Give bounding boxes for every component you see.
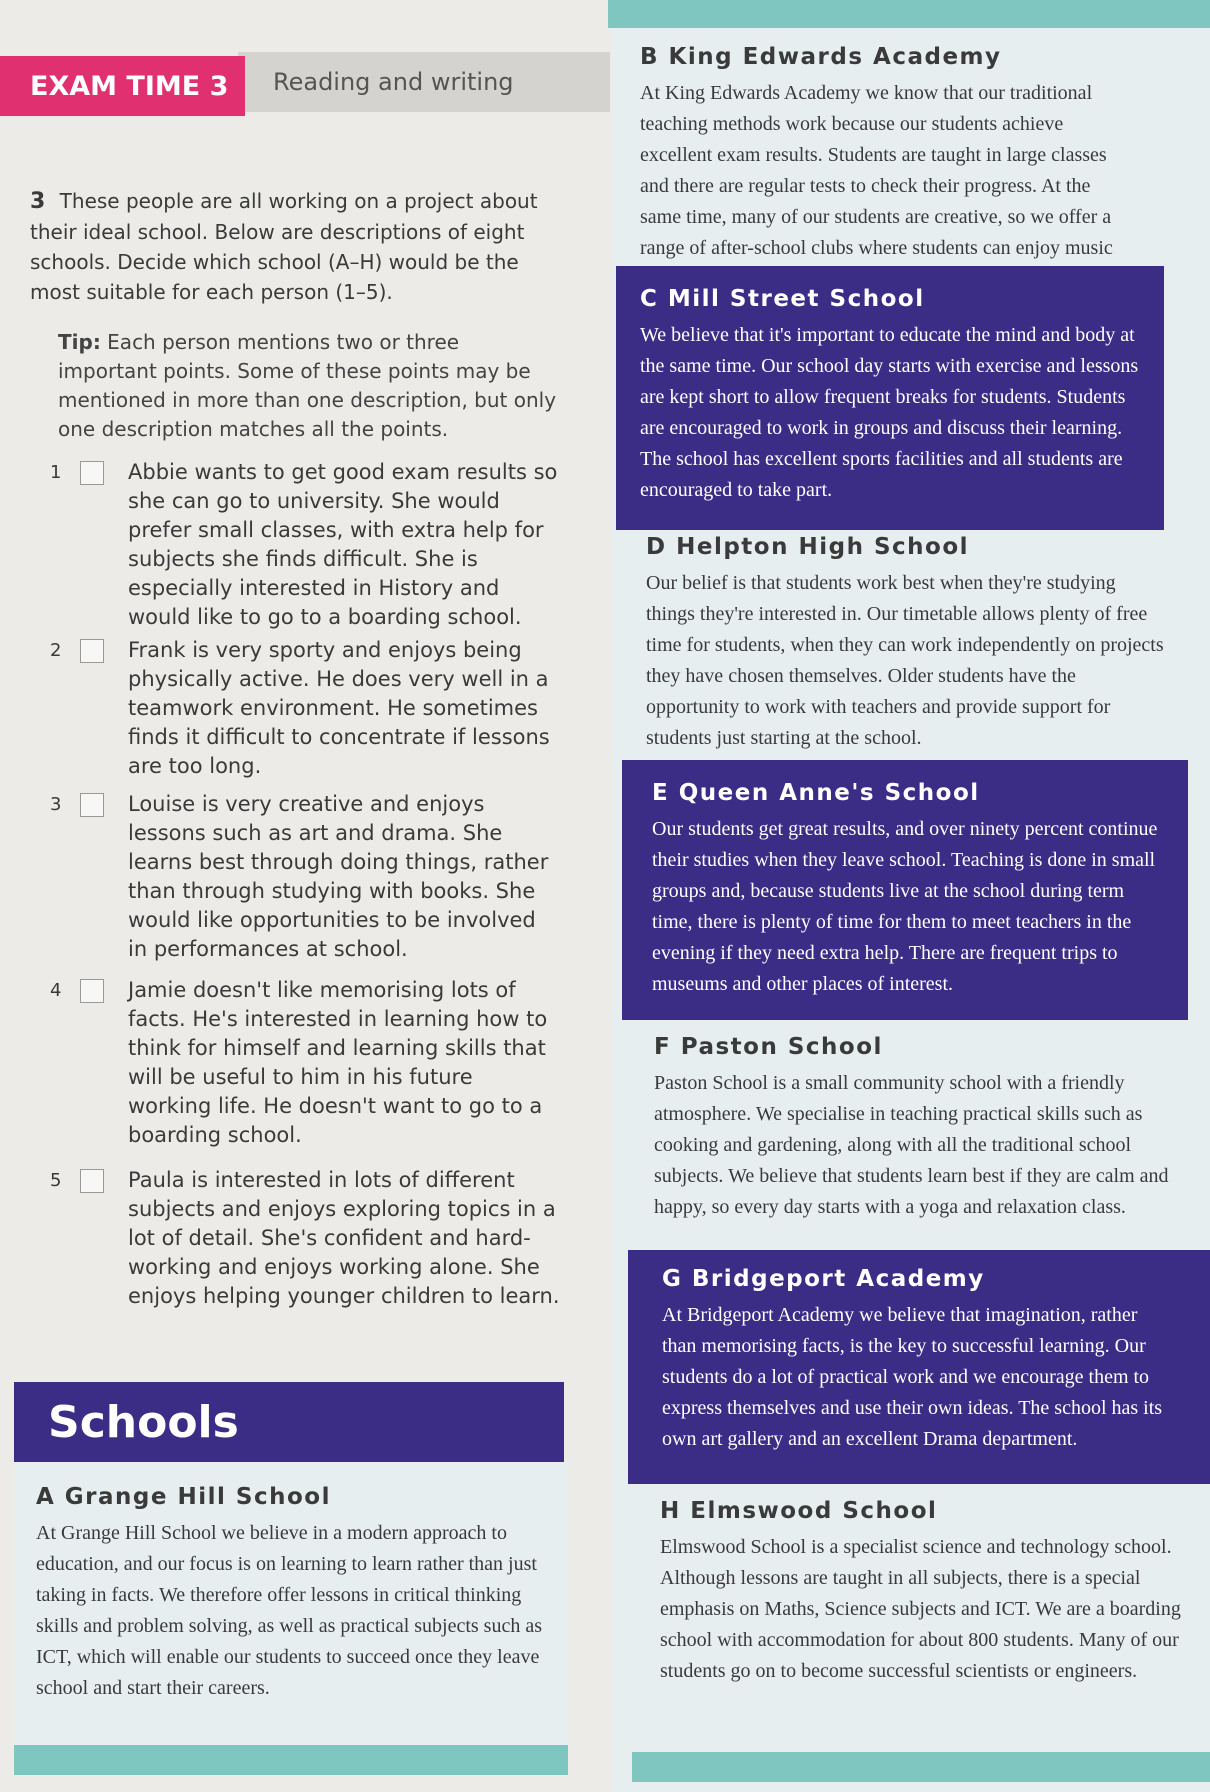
school-card-f [654,1034,1184,1223]
school-description: At King Edwards Academy we know that our traditional teaching methods work because our students achieve excellent exam results. Students are taught in large classes and there are regular tests to check their progress. At the same time, many of our students are creative, so we offer a range of after-school clubs where students can enjoy music [640,82,1113,259]
question-text: Paula is interested in lots of different subjects and enjoys exploring topics in a lot of detail. She's confident and hard-working and enjoys working alone. She enjoys helping younger children to learn. [128,1168,560,1308]
section-label [238,52,610,112]
school-title: G Bridgeport Academy [662,1266,985,1292]
question-number: 4 [50,980,62,1001]
tip [58,328,558,444]
task-number: 3 [30,189,46,214]
bottom-teal-bar-left [14,1745,568,1775]
school-description: Our students get great results, and over ninety percent continue their studies when they leave school. Teaching is done in small groups and, because students live at the school during term time, there is plenty of time for them to meet teachers in the evening if they need extra help. There are frequent trips to museums and other places of interest. [652,818,1158,995]
answer-box[interactable] [80,461,104,485]
tip-text: Each person mentions two or three important points. Some of these points may be mentioned in more than one description, but only one description matches all the points. [58,330,557,441]
question-5 [50,1166,560,1311]
school-description: Our belief is that students work best when they're studying things they're interested in. Our timetable allows plenty of free time for students, when they can work independently on projects they have chosen themselves. Older students have the opportunity to work with teachers and provide support for students just starting at the school. [646,572,1164,749]
question-text: Jamie doesn't like memorising lots of facts. He's interested in learning how to think for himself and learning skills that will be useful to him in his future working life. He doesn't want to go to a boarding school. [128,978,548,1147]
question-number: 5 [50,1170,62,1191]
school-title: A Grange Hill School [36,1484,331,1510]
question-2 [50,636,560,781]
school-card-a [36,1484,556,1704]
question-1 [50,458,560,632]
bottom-teal-bar-right [632,1752,1210,1782]
question-number: 2 [50,640,62,661]
exam-label-text: EXAM TIME 3 [30,70,229,102]
question-text: Abbie wants to get good exam results so she can go to university. She would prefer small classes, with extra help for subjects she finds difficult. She is especially interested in History and would like to go to a boarding school. [128,460,558,629]
school-description: At Grange Hill School we believe in a modern approach to education, and our focus is on learning to learn rather than just taking in facts. We therefore offer lessons in critical thinking skills and problem solving, as well as practical subjects such as ICT, which will enable our students to succeed once they leave school and start their careers. [36,1522,543,1699]
school-card-b [640,44,1120,295]
schools-heading [14,1382,564,1462]
task-instructions [30,186,550,307]
tip-label: Tip: [58,330,101,354]
school-card-g [628,1250,1210,1484]
answer-box[interactable] [80,793,104,817]
school-description: At Bridgeport Academy we believe that imagination, rather than memorising facts, is the key to successful learning. Our students do a lot of practical work and we encourage them to express themselves and use their own ideas. The school has its own art gallery and an excellent Drama department. [662,1304,1163,1450]
school-title: B King Edwards Academy [640,44,1002,70]
school-card-h [660,1498,1190,1687]
top-teal-stripe [608,0,1210,28]
school-description: Paston School is a small community school with a friendly atmosphere. We specialise in teaching practical skills such as cooking and gardening, along with all the traditional school subjects. We believe that students learn best if they are calm and happy, so every day starts with a yoga and relaxation class. [654,1072,1169,1218]
school-title: C Mill Street School [640,286,925,312]
school-card-c [616,266,1164,530]
school-title: F Paston School [654,1034,883,1060]
school-title: H Elmswood School [660,1498,938,1524]
question-4 [50,976,560,1150]
answer-box[interactable] [80,639,104,663]
question-number: 1 [50,462,62,483]
question-text: Frank is very sporty and enjoys being physically active. He does very well in a teamwork environment. He sometimes finds it difficult to concentrate if lessons are too long. [128,638,550,778]
school-description: Elmswood School is a specialist science and technology school. Although lessons are taught in all subjects, there is a special emphasis on Maths, Science subjects and ICT. We are a boarding school with accommodation for about 800 students. Many of our students go on to become successful scientists or engineers. [660,1536,1181,1682]
answer-box[interactable] [80,1169,104,1193]
question-3 [50,790,560,964]
school-title: D Helpton High School [646,534,970,560]
section-label-text: Reading and writing [273,68,514,96]
question-number: 3 [50,794,62,815]
school-title: E Queen Anne's School [652,780,980,806]
question-text: Louise is very creative and enjoys lessons such as art and drama. She learns best through doing things, rather than through studying with books. She would like opportunities to be involved in performances at school. [128,792,549,961]
answer-box[interactable] [80,979,104,1003]
task-text: These people are all working on a project about their ideal school. Below are descriptions of eight schools. Decide which school (A–H) would be the most suitable for each person (1–5). [30,189,538,304]
school-card-e [622,760,1188,1020]
schools-heading-text: Schools [48,1396,239,1448]
exam-label [0,56,245,116]
school-card-d [646,534,1166,754]
school-description: We believe that it's important to educate the mind and body at the same time. Our school day starts with exercise and lessons are kept short to allow frequent breaks for students. Students are encouraged to work in groups and discuss their learning. The school has excellent sports facilities and all students are encouraged to take part. [640,324,1139,501]
